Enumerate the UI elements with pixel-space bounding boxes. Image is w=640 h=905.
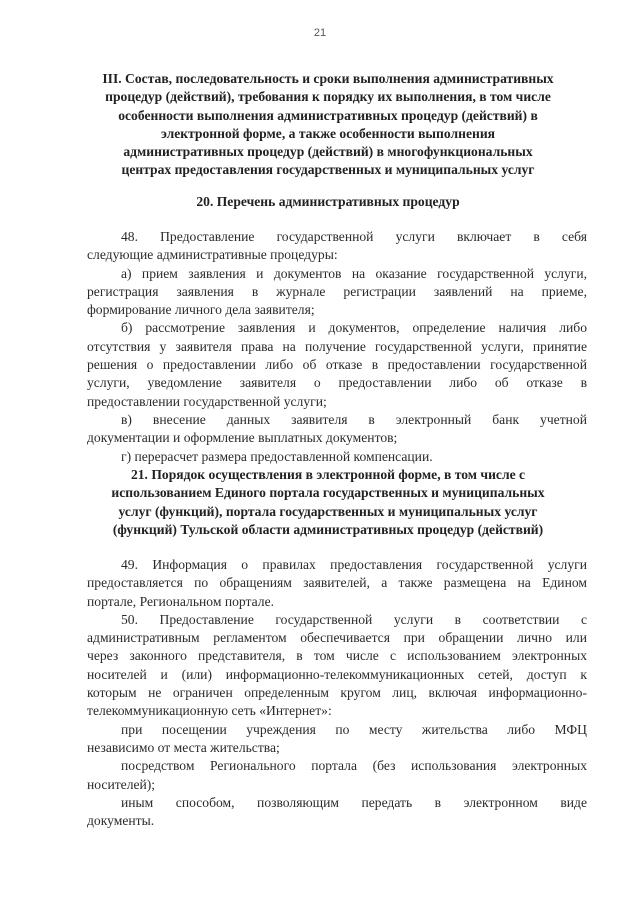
paragraph-line: которым не ограничен определенным кругом лиц, включая информационно- (87, 685, 587, 701)
heading-line: центрах предоставления государственных и муниципальных услуг (121, 162, 535, 178)
heading-line: процедур (действий), требования к порядку их выполнения, в том числе (105, 89, 551, 105)
section-iii-heading (78, 70, 578, 180)
paragraph-line: документы. (87, 813, 155, 829)
heading-line: использованием Единого портала государственных и муниципальных (111, 485, 545, 501)
paragraph-line: регистрация заявления в журнале регистрации заявлений на приеме, (87, 283, 587, 299)
electronic-procedures-text (87, 556, 587, 830)
paragraph-line: б) рассмотрение заявления и документов, определение наличия либо (121, 320, 587, 336)
heading-line: услуг (функций), портала государственных и муниципальных услуг (118, 503, 538, 519)
paragraph-line: предоставлении государственной услуги; (87, 393, 327, 409)
page-number: 21 (313, 27, 327, 39)
paragraph-line: административным регламентом обеспечивается при обращении лично или (87, 630, 587, 646)
procedures-list (87, 228, 587, 466)
paragraph-line: телекоммуникационную сеть «Интернет»: (87, 703, 332, 719)
subsection-21-heading (78, 466, 578, 539)
paragraph-line: г) перерасчет размера предоставленной компенсации. (121, 448, 433, 464)
paragraph-line: портале, Региональном портале. (87, 593, 275, 609)
paragraph-line: следующие административные процедуры: (87, 247, 338, 263)
paragraph-line: иным способом, позволяющим передать в электронном виде (121, 794, 587, 810)
paragraph-line: 50. Предоставление государственной услуги в соответствии с (121, 611, 587, 627)
subsection-20-heading: 20. Перечень административных процедур (196, 194, 460, 209)
paragraph-line: через законного представителя, в том числе с использованием электронных (87, 648, 587, 664)
paragraph-line: услуги, уведомление заявителя о предоставлении либо об отказе в (87, 375, 587, 391)
paragraph-line: формирование личного дела заявителя; (87, 302, 315, 318)
paragraph-line: а) прием заявления и документов на оказание государственной услуги, (121, 265, 587, 281)
paragraph-line: решения о предоставлении либо об отказе в предоставлении государственной (87, 357, 587, 373)
paragraph-line: при посещении учреждения по месту жительства либо МФЦ (121, 721, 587, 737)
heading-line: (функций) Тульской области административных процедур (действий) (112, 521, 544, 537)
paragraph-line: предоставляется по обращениям заявителей, а также размещена на Едином (87, 575, 587, 591)
heading-line: административных процедур (действий) в многофункциональных (123, 144, 533, 160)
paragraph-line: посредством Регионального портала (без использования электронных (121, 758, 587, 774)
paragraph-line: 49. Информация о правилах предоставления государственной услуги (121, 557, 587, 572)
heading-line: особенности выполнения административных процедур (действий) в (118, 107, 538, 123)
paragraph-line: документации и оформление выплатных документов; (87, 430, 398, 446)
paragraph-line: носителей); (87, 776, 156, 792)
heading-line: 21. Порядок осуществления в электронной форме, в том числе с (130, 467, 526, 482)
heading-line: III. Состав, последовательность и сроки выполнения административных (102, 71, 554, 86)
paragraph-line: 48. Предоставление государственной услуги включает в себя (121, 229, 587, 244)
paragraph-line: в) внесение данных заявителя в электронный банк учетной (121, 411, 587, 427)
paragraph-line: отсутствия у заявителя права на получение государственной услуги, принятие (87, 338, 587, 354)
heading-line: электронной форме, а также особенности выполнения (160, 125, 496, 141)
paragraph-line: носителей и (или) информационно-телекоммуникационных сетей, доступ к (87, 666, 587, 682)
paragraph-line: независимо от места жительства; (87, 739, 280, 755)
